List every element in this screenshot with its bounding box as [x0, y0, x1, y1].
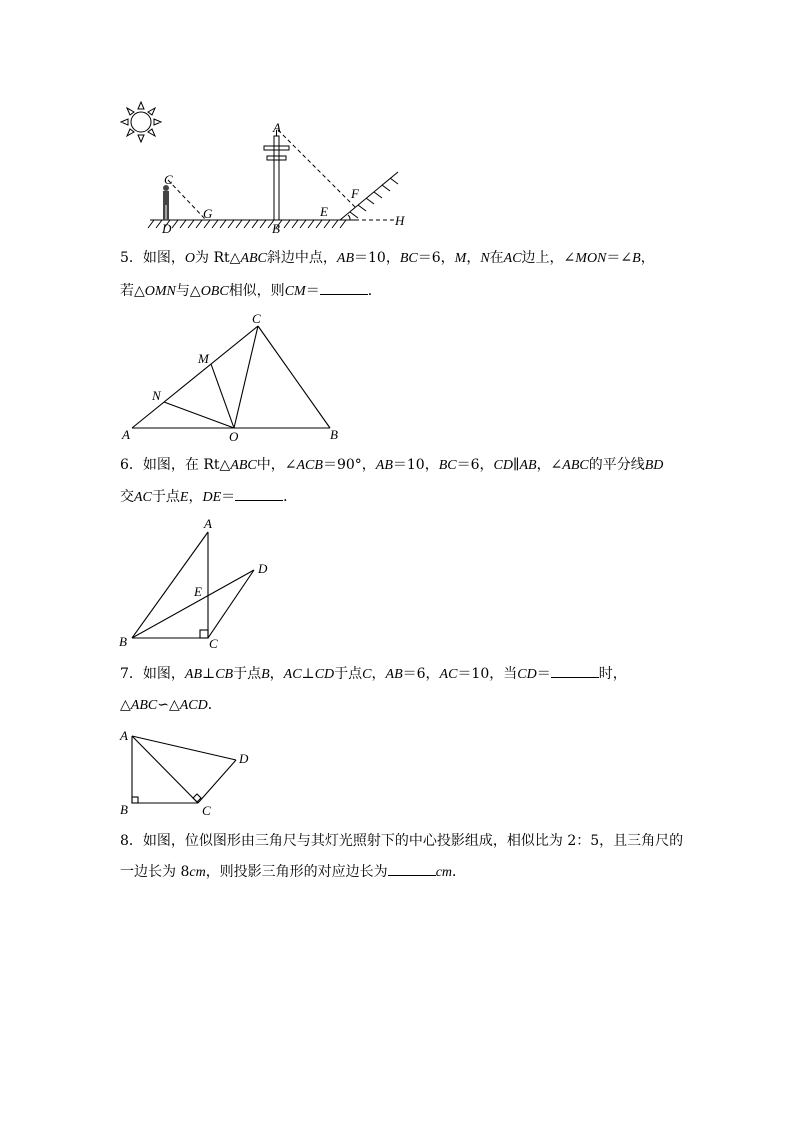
q6-label-A: A	[204, 516, 212, 531]
person-icon	[163, 185, 169, 220]
figure-q6-triangle	[114, 514, 284, 656]
q6-label-B: B	[119, 634, 127, 649]
question-8-line-1: 8．如图，位似图形由三角尺与其灯光照射下的中心投影组成，相似比为 2：5，且三角尺的	[120, 833, 684, 849]
q5-label-O: O	[229, 429, 239, 444]
q5-label-C: C	[252, 311, 261, 326]
question-5-line-1: 5．如图，O为 Rt△ABC斜边中点，AB＝10，BC＝6，M，N在AC边上，∠MON＝∠B，	[120, 250, 655, 266]
q6-label-C: C	[209, 636, 218, 651]
q5-label-A: A	[122, 427, 130, 442]
street-lamp-icon	[264, 130, 289, 220]
answer-blank-q6[interactable]	[235, 486, 283, 501]
q7-label-B: B	[120, 802, 128, 817]
q7-label-D: D	[239, 751, 249, 766]
q6-label-D: D	[258, 561, 268, 576]
q7-label-C: C	[202, 803, 211, 818]
person-shadow-ray	[168, 180, 206, 220]
figure-lamp-shadow	[110, 100, 420, 240]
answer-blank-q5[interactable]	[320, 280, 368, 295]
label-D: D	[162, 221, 172, 236]
label-B: B	[272, 221, 280, 236]
q7-label-A: A	[120, 728, 128, 743]
label-E: E	[320, 204, 328, 219]
q5-label-M: M	[198, 351, 209, 366]
slope-line	[340, 172, 398, 220]
label-G: G	[203, 206, 213, 221]
ground-line	[148, 220, 355, 228]
figure-q7-triangle	[116, 726, 266, 822]
answer-blank-q8[interactable]	[388, 861, 436, 876]
label-C: C	[164, 172, 173, 187]
label-A: A	[273, 120, 281, 135]
q5-label-N: N	[152, 388, 161, 403]
q6-label-E: E	[194, 584, 202, 599]
question-6-line-2: 交AC于点E，DE＝ ．	[120, 482, 690, 513]
label-F: F	[351, 186, 359, 201]
question-7-line-1: 7．如图，AB⊥CB于点B，AC⊥CD于点C，AB＝6，AC＝10，当CD＝ 时，	[120, 659, 690, 690]
answer-blank-q7[interactable]	[551, 663, 599, 678]
label-H: H	[395, 213, 405, 228]
lamp-light-ray	[278, 130, 356, 208]
question-7-line-2: △ABC∽△ACD．	[120, 697, 222, 713]
figure-q5-triangle	[118, 308, 348, 448]
question-8-line-2: 一边长为 8cm，则投影三角形的对应边长为 cm．	[120, 857, 690, 888]
sun-icon	[121, 102, 161, 142]
question-6-line-1: 6．如图，在 Rt△ABC中，∠ACB＝90°，AB＝10，BC＝6，CD∥AB，∠ABC的平分线BD	[120, 457, 664, 473]
q5-label-B: B	[330, 427, 338, 442]
question-5-line-2: 若△OMN与△OBC相似，则CM＝ ．	[120, 276, 690, 307]
